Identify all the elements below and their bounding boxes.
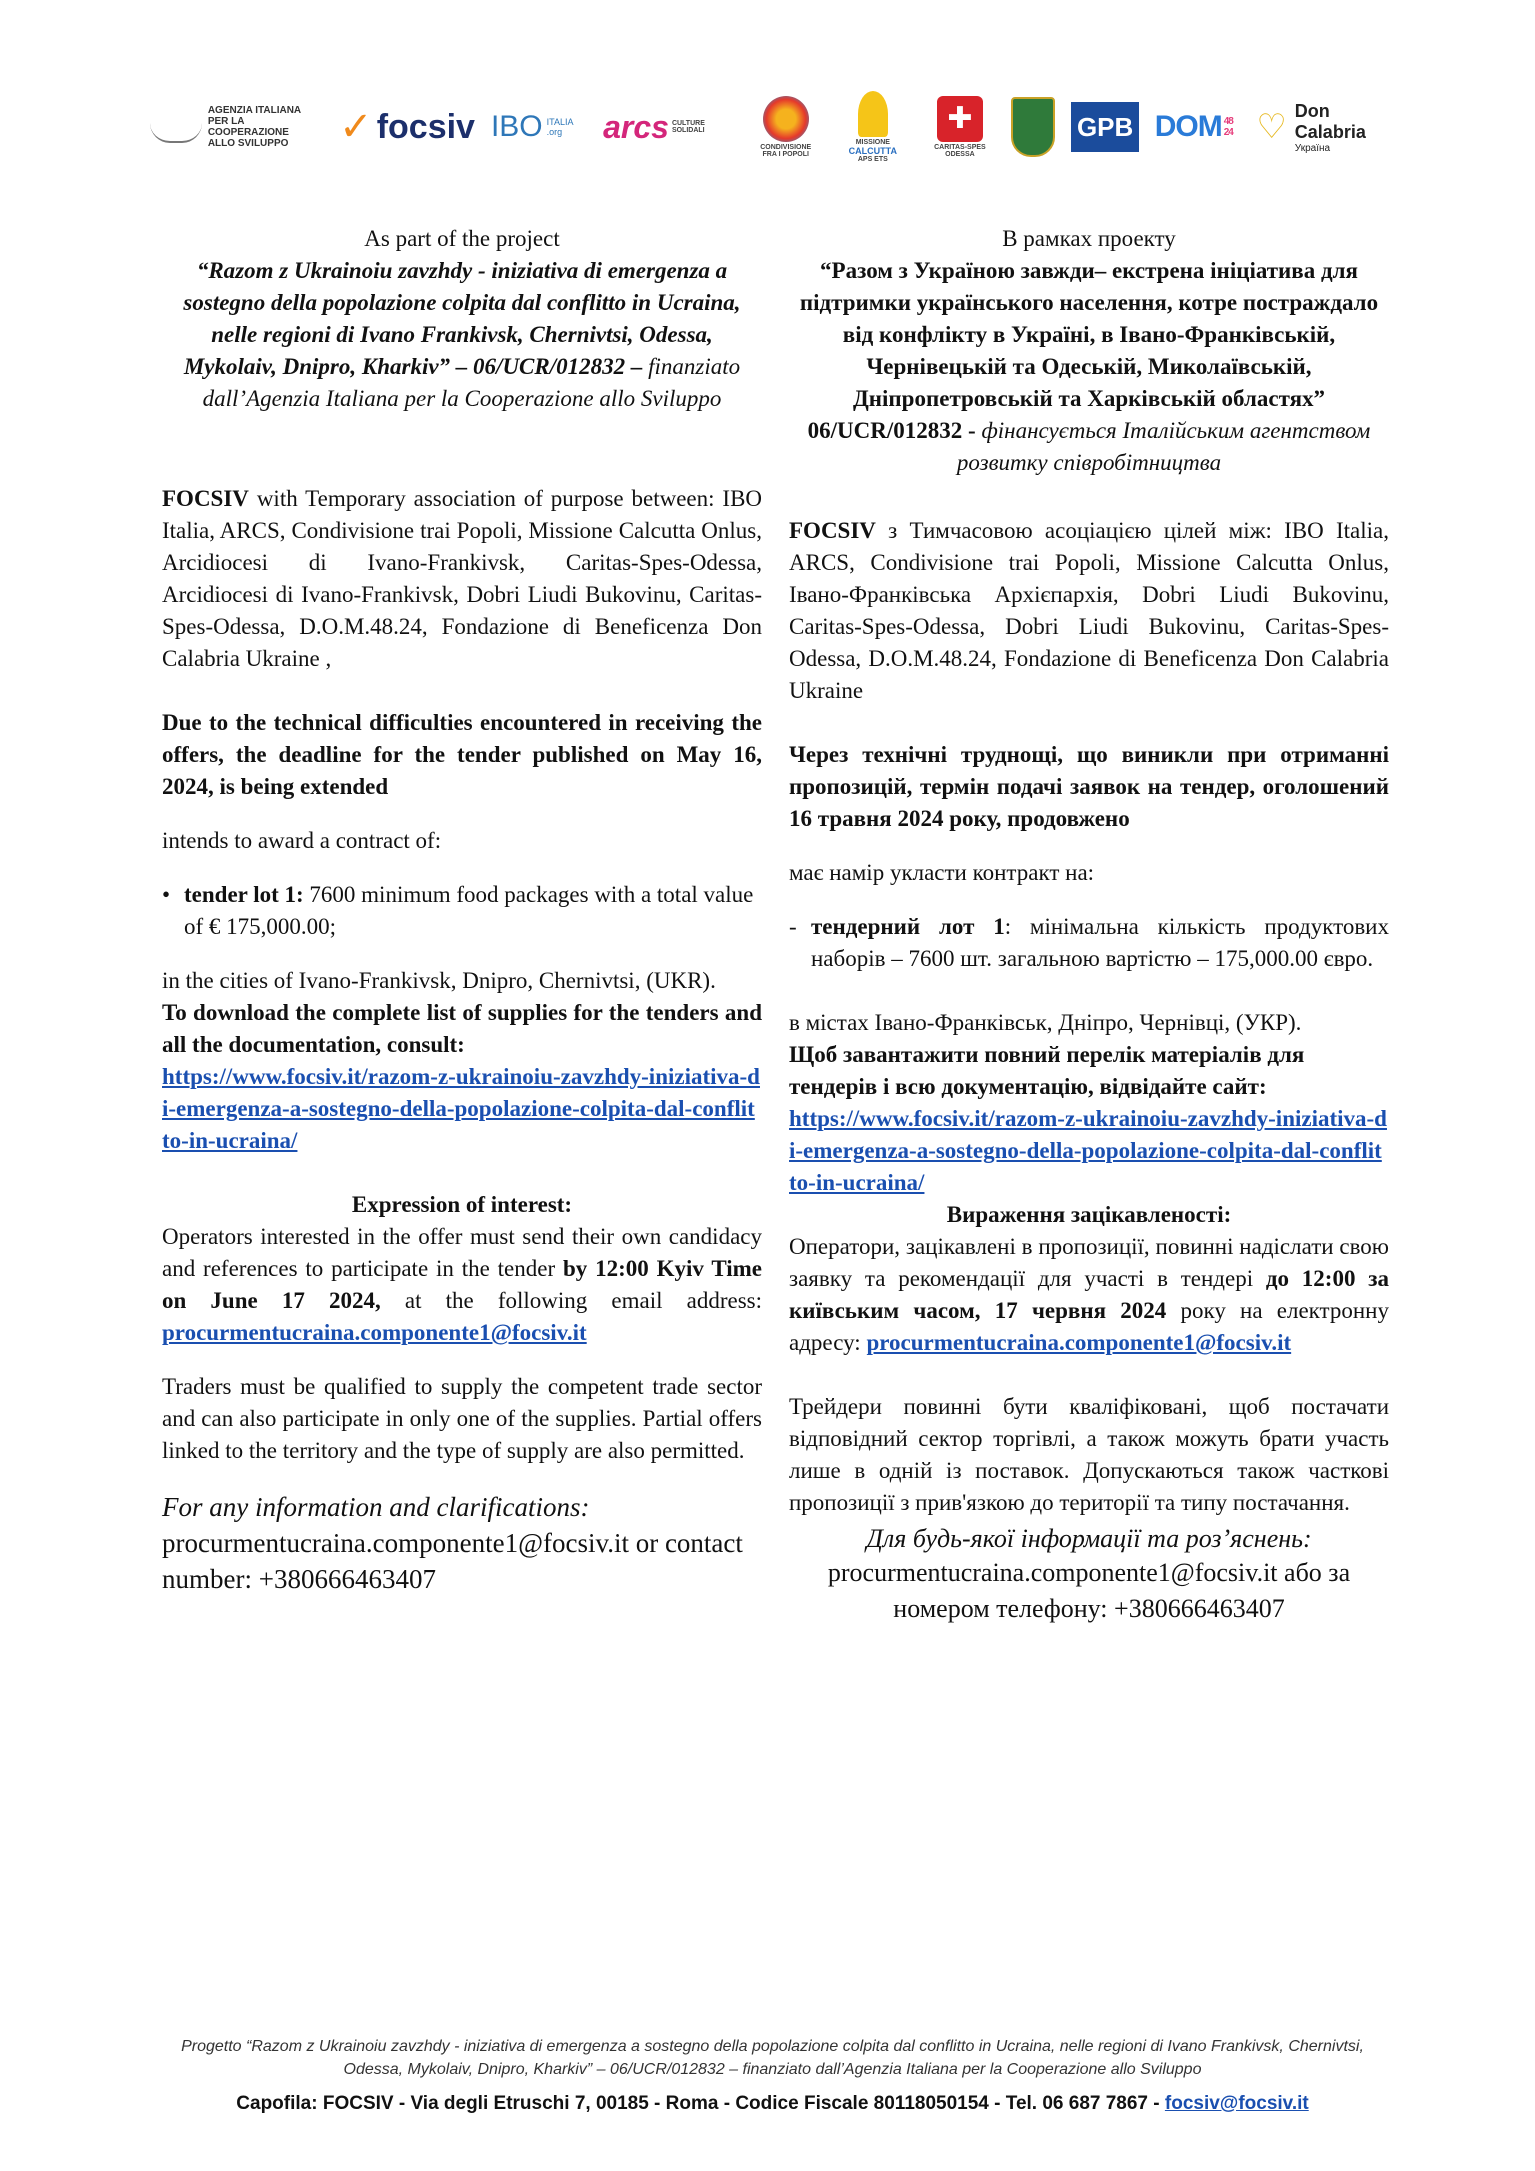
ua-email-link[interactable]: procurmentucraina.componente1@focsiv.it (866, 1330, 1292, 1355)
ua-download-text: Щоб завантажити повний перелік матеріалів для тендерів і всю документацію, відвідайте сайт: (789, 1042, 1305, 1099)
en-intends: intends to award a contract of: (162, 828, 442, 853)
ua-cities: в містах Івано-Франківськ, Дніпро, Чернівці, (УКР). (789, 1010, 1302, 1035)
missione-line-3: APS ETS (857, 156, 888, 163)
en-eoi-text-1: Operators interested in the offer must send their own candidacy and references to participate in the tender (162, 1224, 762, 1281)
bullet-icon: • (162, 882, 171, 907)
crest-icon (1011, 97, 1055, 157)
en-extension-notice: Due to the technical difficulties encountered in receiving the offers, the deadline for the tender published on May 16, 2024, is being extended (162, 710, 762, 799)
ua-traders: Трейдери повинні бути кваліфіковані, щоб постачати відповідний сектор торгівлі, а також можуть брати участь лише в одній із поставок. Допускаються також часткові пропозиції з прив'язкою до території та типу постачання. (789, 1394, 1389, 1515)
ua-org-text: з Тимчасовою асоціацією цілей між: IBO Italia, ARCS, Condivisione trai Popoli, Missione Calcutta Onlus, Івано-Франківська Архієпархія, Dobri Liudi Bukovinu, Caritas-Spes-Odessa, Dobri Liudi Bukovinu, Caritas-Spes-Odessa, D.O.M.48.24, Fondazione di Beneficenza Don Calabria Ukraine (789, 518, 1390, 703)
en-eoi-deadline: by 12:00 Kyiv Time on June 17 2024, (162, 1256, 763, 1313)
aics-logo (150, 105, 323, 149)
ua-org-name: FOCSIV (789, 518, 876, 543)
footer-address: Capofila: FOCSIV - Via degli Etruschi 7, 00185 - Roma - Codice Fiscale 80118050154 - Tel. 06 687 7867 - (236, 2093, 1160, 2114)
arcs-logo-sub: CULTURE SOLIDALI (671, 120, 705, 134)
ibo-logo-text: IBO (490, 110, 543, 143)
ua-extension-notice: Через технічні труднощі, що виникли при отриманні пропозицій, термін подачі заявок на тендер, оголошений 16 травня 2024 року, продовжено (789, 742, 1389, 831)
dom-logo (1155, 110, 1241, 144)
heart-icon: ♡ (1256, 108, 1287, 146)
condivisione-line-1: CONDIVISIONE (760, 144, 812, 151)
focsiv-logo-text: focsiv (376, 107, 475, 146)
en-eoi-paragraph (162, 1221, 762, 1349)
ua-eoi-text-2: року на електронну адресу: (789, 1298, 1389, 1355)
en-org-paragraph (162, 483, 762, 675)
en-download-text: To download the complete list of supplies for the tenders and all the documentation, consult: (162, 1000, 762, 1057)
missione-line-2: CALCUTTA (848, 146, 897, 156)
footer-address-line (150, 2093, 1395, 2115)
caritas-line-2: ODESSA (945, 151, 975, 158)
dash-icon: - (789, 914, 797, 939)
en-project-title: “Razom z Ukrainoiu zavzhdy - iniziativa di emergenza a sostegno della popolazione colpita dal conflitto in Ucraina, nelle regioni di Ivano Frankivsk, Chernivtsi, Odessa, Mykolaiv, Dnipro, Kharkiv” – 06/UCR/012832 – (183, 258, 741, 379)
ukrainian-column (789, 223, 1389, 1627)
aics-line-2: PER LA COOPERAZIONE (207, 116, 289, 138)
en-email-link[interactable]: procurmentucraina.componente1@focsiv.it (162, 1320, 587, 1345)
ua-tender-link[interactable]: https://www.focsiv.it/razom-z-ukrainoiu-zavzhdy-iniziativa-di-emergenza-a-sostegno-della-popolazione-colpita-dal-conflitto-in-ucraina/ (789, 1106, 1387, 1195)
missione-calcutta-logo (837, 91, 908, 163)
condivisione-logo (750, 96, 821, 158)
ua-eoi-text-1: Оператори, зацікавлені в пропозиції, повинні надіслати свою заявку та рекомендації для участі в тендері (789, 1234, 1389, 1291)
caritas-cross-icon: ✚ (937, 96, 983, 142)
arcs-logo (603, 109, 734, 146)
footer-project-text: Progetto “Razom z Ukrainoiu zavzhdy - iniziativa di emergenza a sostegno della popolazione colpita dal conflitto in Ucraina, nelle regioni di Ivano Frankivsk, Chernivtsi, Odessa, Mykolaiv, Dnipro, Kharkiv” – 06/UCR/012832 – finanziato dall’Agenzia Italiana per la Cooperazione allo Sviluppo (181, 2038, 1364, 2078)
condivisione-line-2: FRA I POPOLI (762, 151, 809, 158)
ua-project-header (789, 223, 1389, 479)
en-lot-text: 7600 minimum food packages with a total value of € 175,000.00; (184, 882, 754, 939)
ua-lot-label: тендерний лот 1 (811, 914, 1005, 939)
person-icon (858, 91, 888, 137)
ua-intends: має намір укласти контракт на: (789, 860, 1095, 885)
missione-line-1: MISSIONE (855, 139, 890, 146)
aics-line-1: AGENZIA ITALIANA (207, 105, 302, 116)
dom-logo-sub: 48 24 (1223, 116, 1233, 138)
en-project-header (162, 223, 762, 415)
en-financed: finanziato dall’Agenzia Italiana per la Cooperazione allo Sviluppo (202, 354, 741, 411)
ua-lot-text: : мінімальна кількість продуктових наборів – 7600 шт. загальною вартістю – 175,000.00 євро. (811, 914, 1389, 971)
aics-hands-icon (150, 111, 202, 143)
ibo-logo (491, 110, 587, 144)
ua-eoi-heading: Вираження зацікавленості: (946, 1202, 1232, 1227)
en-eoi-text-2: at the following email address: (404, 1288, 762, 1313)
focsiv-check-icon: ✓ (339, 105, 373, 149)
archdiocese-crest (1011, 97, 1055, 157)
don-calabria-logo-sub: Україна (1294, 142, 1331, 154)
ua-org-paragraph (789, 515, 1389, 707)
focsiv-logo (339, 104, 475, 150)
footer-email-link[interactable]: focsiv@focsiv.it (1164, 2093, 1309, 2114)
people-circle-icon (763, 96, 809, 142)
en-traders: Traders must be qualified to supply the competent trade sector and can also participate in only one of the supplies. Partial offers linked to the territory and the type of supply are also permitted. (162, 1374, 762, 1463)
en-cities: in the cities of Ivano-Frankivsk, Dnipro, Chernivtsi, (UKR). (162, 968, 716, 993)
ua-eoi-paragraph (789, 1231, 1389, 1359)
ua-lot-item (789, 911, 1389, 975)
arcs-logo-text: arcs (603, 108, 669, 145)
ua-intro: В рамках проекту (1002, 226, 1176, 251)
en-tender-link[interactable]: https://www.focsiv.it/razom-z-ukrainoiu-zavzhdy-iniziativa-di-emergenza-a-sostegno-della-popolazione-colpita-dal-conflitto-in-ucraina/ (162, 1064, 760, 1153)
aics-line-3: ALLO SVILUPPO (207, 138, 289, 149)
don-calabria-logo-text: Don Calabria (1294, 100, 1366, 142)
en-lot-item (162, 879, 762, 943)
caritas-logo (924, 96, 995, 158)
ua-eoi-deadline: до 12:00 за київським часом, 17 червня 2024 (789, 1266, 1389, 1323)
ibo-logo-sub: ITALIA .org (546, 117, 573, 137)
dom-logo-text: DOM (1154, 110, 1222, 143)
ua-financed: фінансується Італійським агентством розвитку співробітництва (956, 418, 1371, 475)
en-org-text: with Temporary association of purpose between: IBO Italia, ARCS, Condivisione trai Popoli, Missione Calcutta Onlus, Arcidiocesi di Ivano-Frankivsk, Caritas-Spes-Odessa, Arcidiocesi di Ivano-Frankivsk, Dobri Liudi Bukovinu, Caritas-Spes-Odessa, D.O.M.48.24, Fondazione di Beneficenza Don Calabria Ukraine , (162, 486, 763, 671)
en-lot-label: tender lot 1: (184, 882, 304, 907)
en-eoi-heading: Expression of interest: (351, 1192, 573, 1217)
en-info-heading: For any information and clarifications: (162, 1492, 590, 1522)
don-calabria-logo (1256, 101, 1400, 154)
en-info-contact: procurmentucraina.componente1@focsiv.it or contact number: +380666463407 (162, 1528, 743, 1594)
en-intro: As part of the project (364, 226, 560, 251)
gpb-logo-text: GPB (1076, 111, 1134, 142)
caritas-line-1: CARITAS-SPES (934, 144, 986, 151)
ua-info-contact: procurmentucraina.componente1@focsiv.it або за номером телефону: +380666463407 (827, 1558, 1351, 1623)
ua-project-title: “Разом з Україною завжди– екстрена ініціатива для підтримки українського населення, котре постраждало від конфлікту в Україні, в Івано-Франківській, Чернівецькій та Одеській, Миколаївській, Дніпропетровській та Харківській областях” 06/UCR/012832 - (799, 258, 1379, 443)
partner-logo-strip (150, 92, 1400, 162)
en-org-name: FOCSIV (162, 486, 249, 511)
ua-info-heading: Для будь-якої інформації та роз’яснень: (866, 1524, 1312, 1553)
english-column (162, 223, 762, 1597)
page-footer (150, 2035, 1395, 2115)
gpb-logo (1071, 102, 1138, 152)
